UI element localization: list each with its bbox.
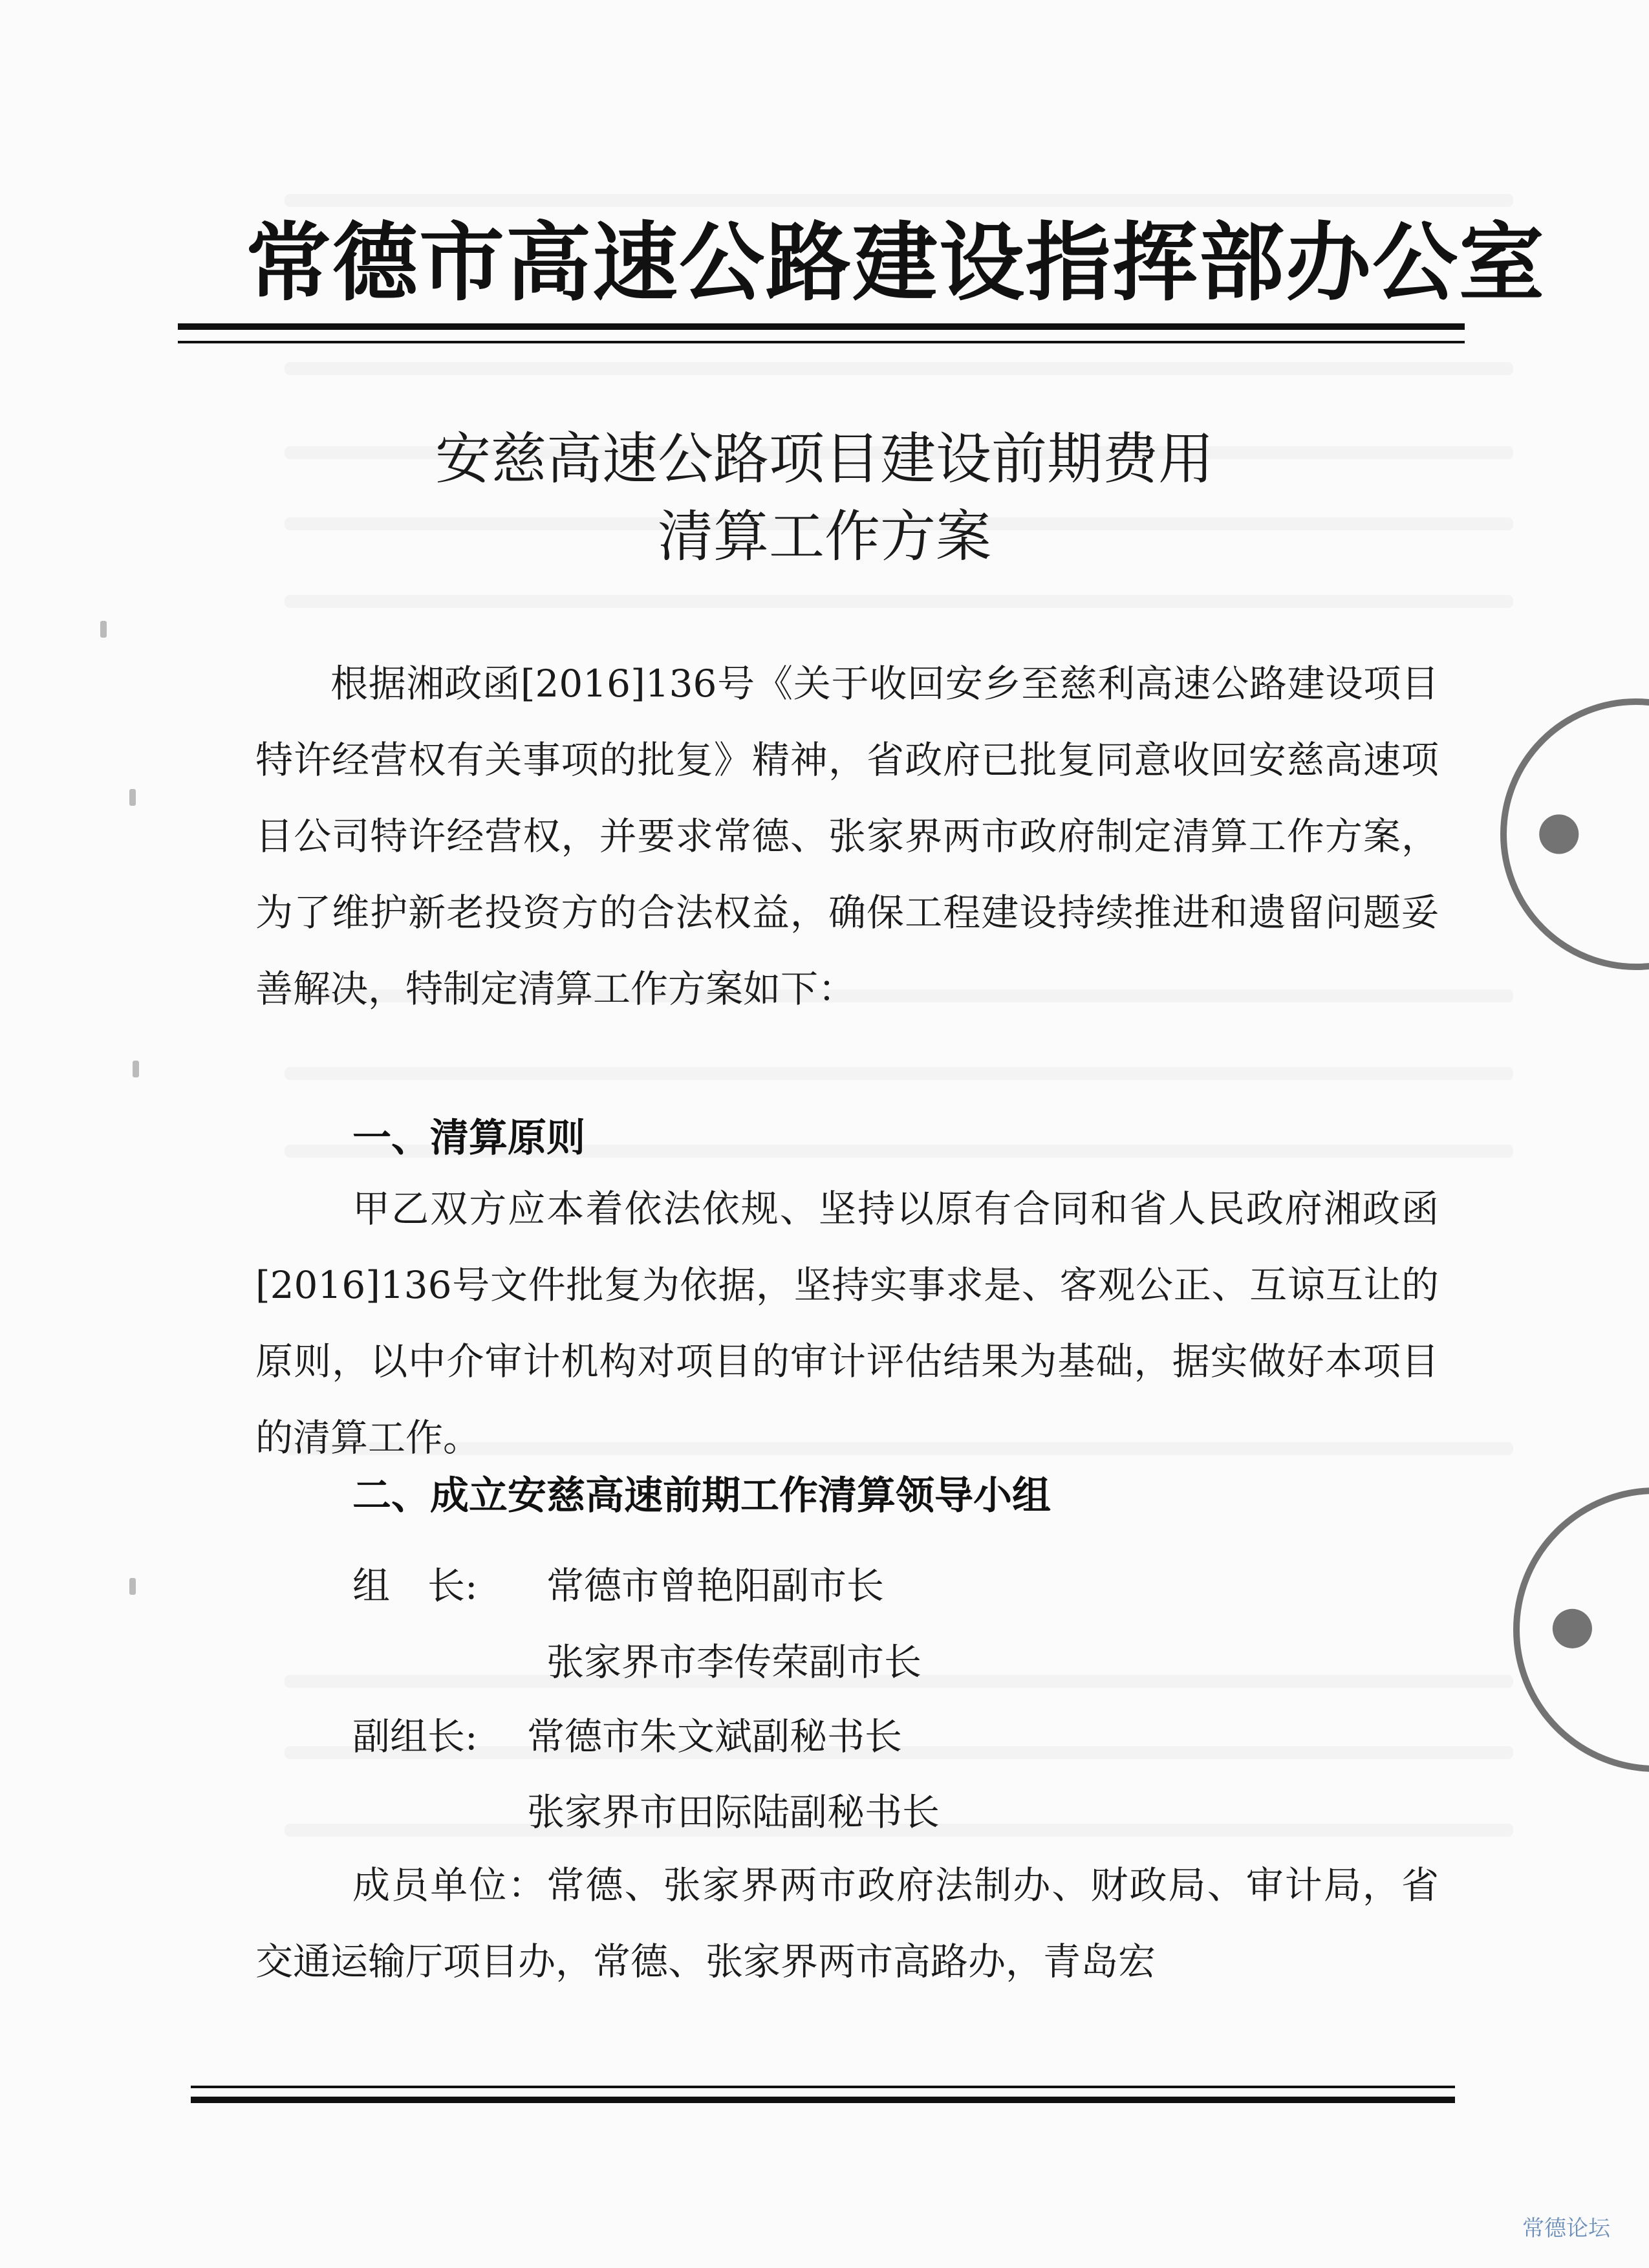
seal-stamp	[1513, 1487, 1649, 1772]
bleed-through-line	[285, 362, 1513, 375]
bleed-through-line	[285, 1067, 1513, 1080]
deputy-label: 副组长:	[352, 1714, 478, 1758]
footer-rule-thick	[191, 2097, 1455, 2103]
binding-hole	[133, 1061, 139, 1077]
section-1-heading: 一、清算原则	[352, 1116, 585, 1161]
seal-marking: ●	[1533, 1597, 1603, 1658]
leader-label: 组 长:	[352, 1564, 478, 1608]
header-rule-thin	[178, 341, 1465, 343]
deputy-name-2: 张家界市田际陆副秘书长	[527, 1790, 940, 1834]
leader-name-1: 常德市曾艳阳副市长	[546, 1564, 885, 1608]
seal-stamp	[1500, 698, 1649, 970]
intro-paragraph: 根据湘政函[2016]136号《关于收回安乡至慈利高速公路建设项目特许经营权有关事项的批复》精神，省政府已批复同意收回安慈高速项目公司特许经营权，并要求常德、张家界两市政府制定清算工作方案，为了维护新老投资方的合法权益，确保工程建设持续推进和遗留问题妥善解决，特制定清算工作方案如下：	[255, 662, 1439, 1011]
org-header-title: 常德市高速公路建设指挥部办公室	[246, 213, 1546, 313]
section-1-body: 甲乙双方应本着依法依规、坚持以原有合同和省人民政府湘政函[2016]136号文件批复为依据，坚持实事求是、客观公正、互谅互让的原则，以中介审计机构对项目的审计评估结果为基础，据实做好本项目的清算工作。	[255, 1187, 1439, 1460]
deputy-name-1: 常德市朱文斌副秘书长	[527, 1714, 903, 1758]
binding-hole	[100, 621, 107, 638]
footer-rule-thin	[191, 2086, 1455, 2088]
members-paragraph: 成员单位：常德、张家界两市政府法制办、财政局、审计局，省交通运输厅项目办，常德、张家界两市高路办，青岛宏	[255, 1863, 1439, 1983]
binding-hole	[129, 1578, 136, 1595]
document-title-line-2: 清算工作方案	[658, 504, 991, 569]
leader-name-2: 张家界市李传荣副市长	[546, 1640, 922, 1684]
section-2-heading: 二、成立安慈高速前期工作清算领导小组	[352, 1473, 1051, 1518]
binding-hole	[129, 789, 136, 806]
bleed-through-line	[285, 595, 1513, 608]
document-title-line-1: 安慈高速公路项目建设前期费用	[435, 427, 1214, 491]
header-rule-thick	[178, 323, 1465, 330]
forum-watermark: 常德论坛	[1522, 2216, 1610, 2241]
seal-marking: ●	[1518, 797, 1593, 867]
